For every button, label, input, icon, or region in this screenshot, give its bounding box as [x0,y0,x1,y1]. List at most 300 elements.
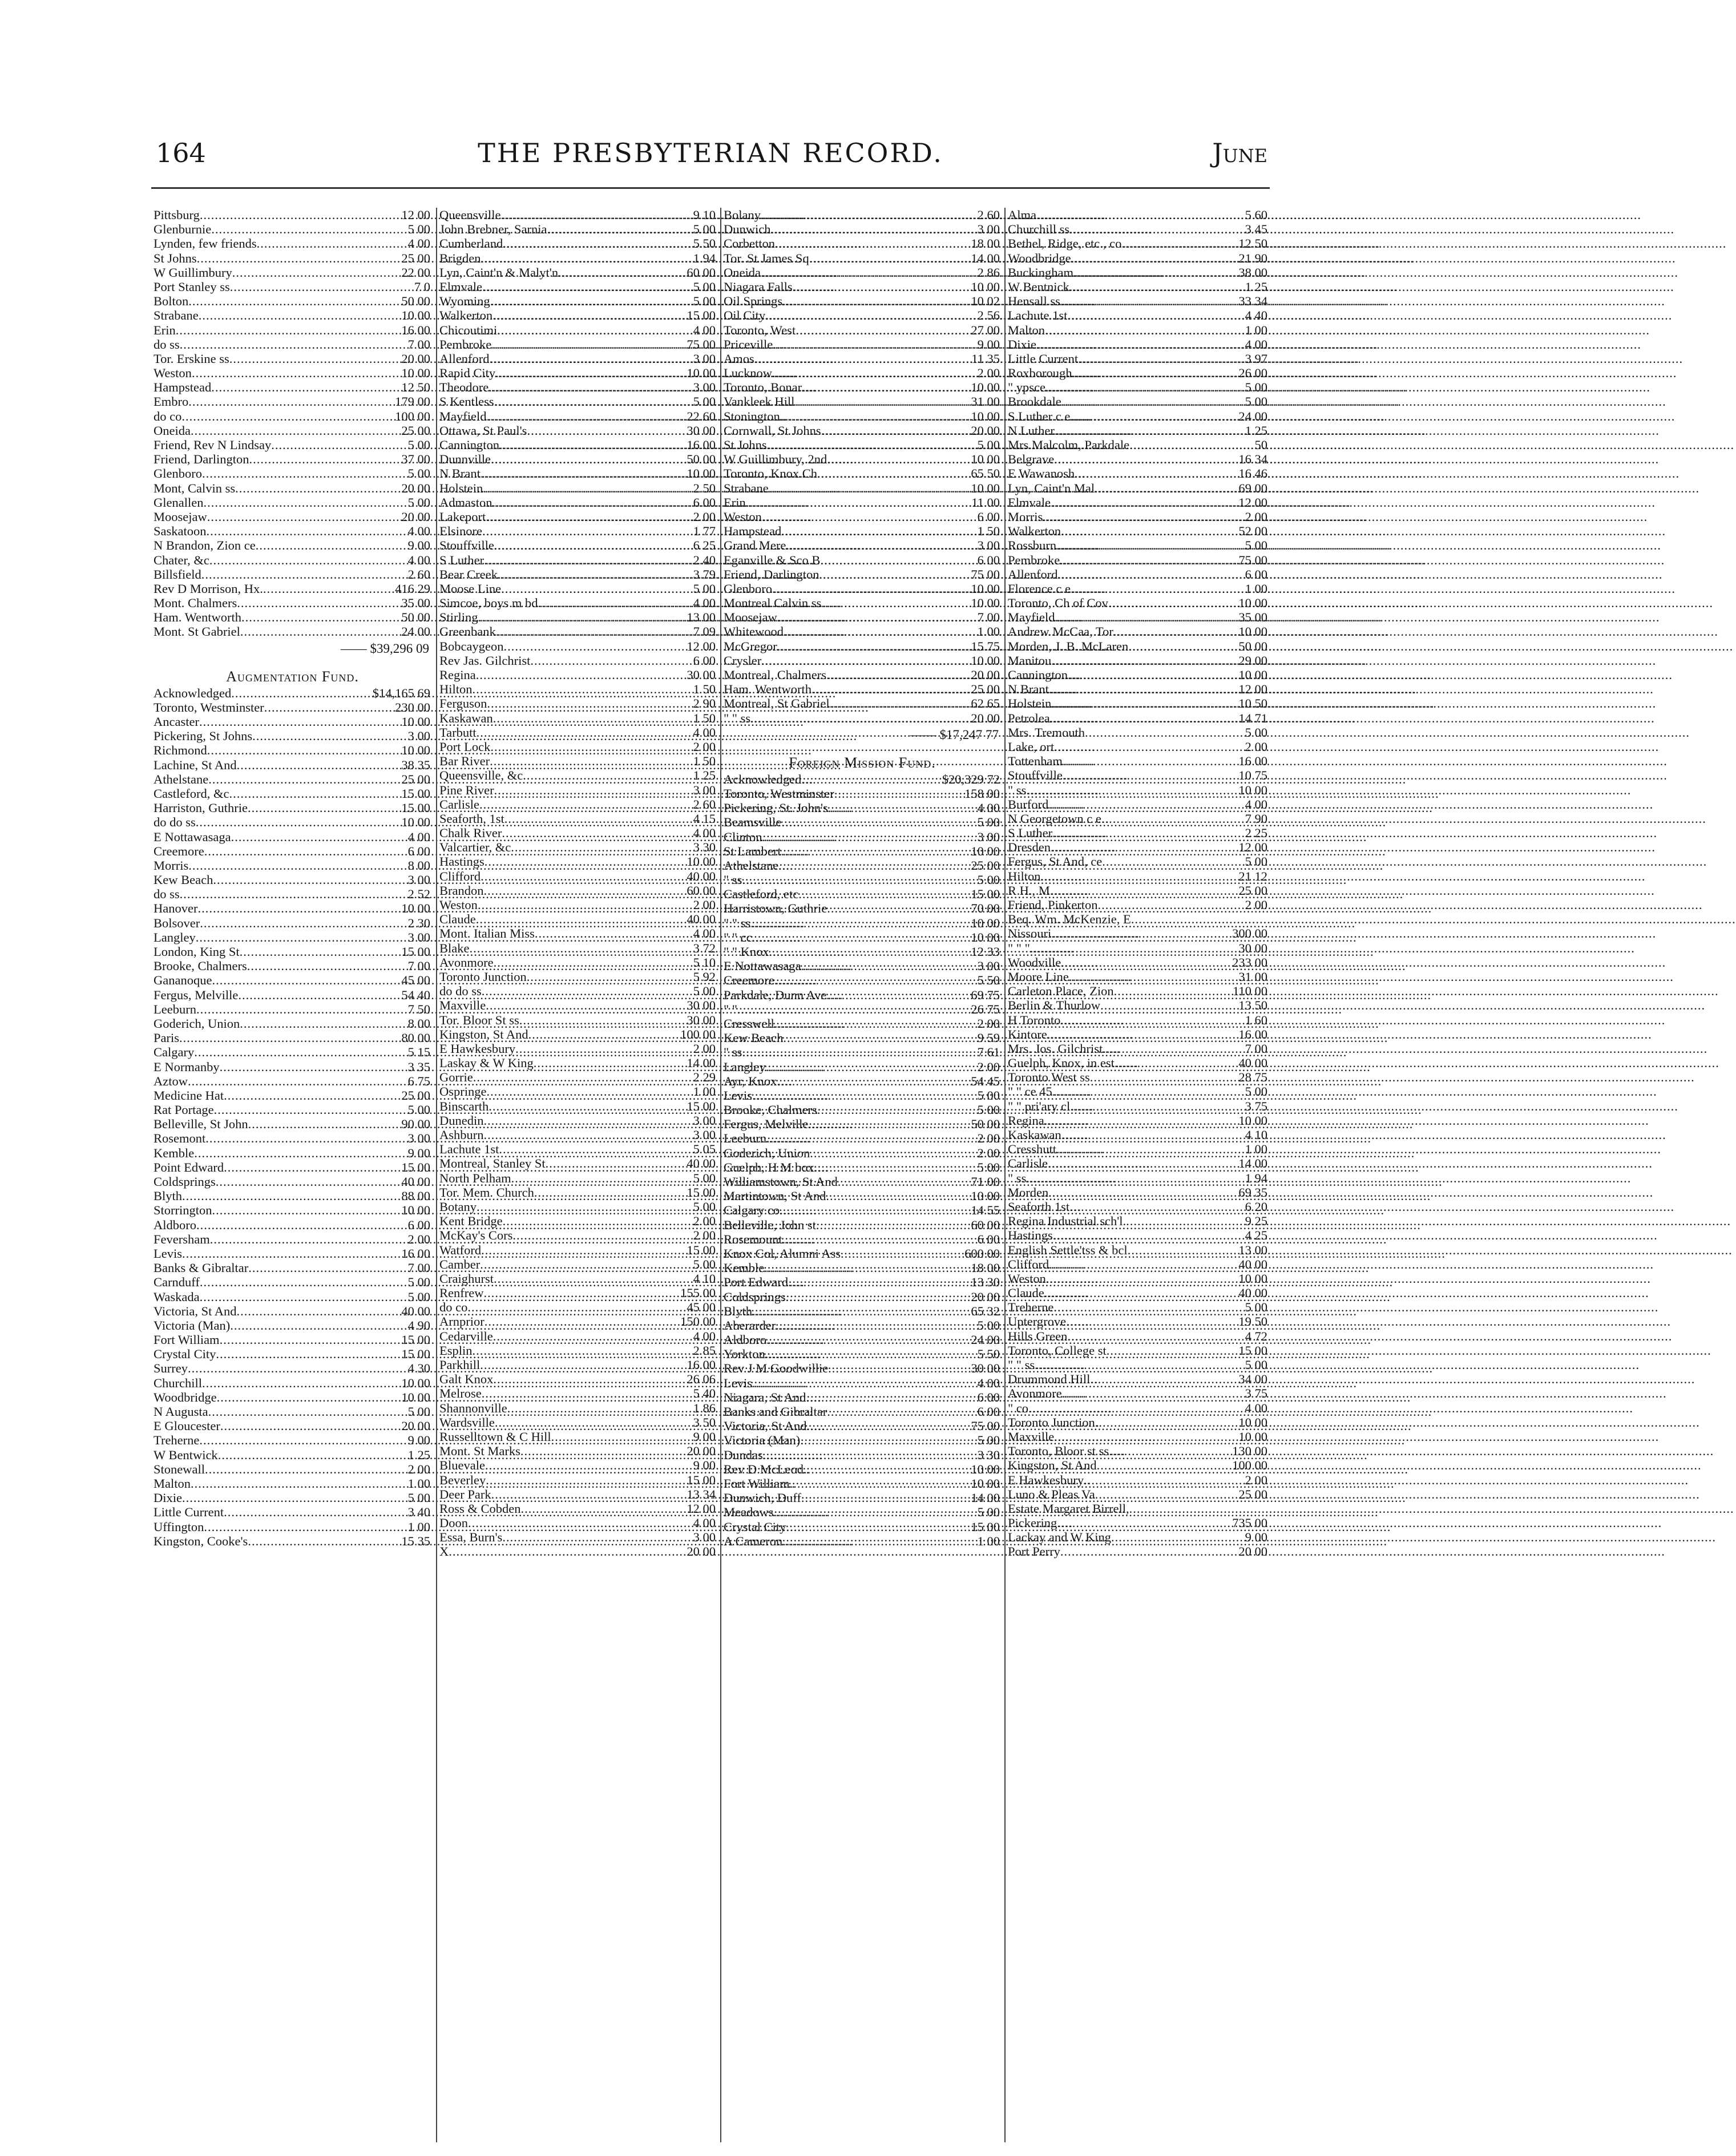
contribution-entry [1006,265,1271,280]
contribution-entry [721,481,1003,495]
contribution-entry [151,1448,434,1462]
contribution-entry [437,1415,719,1430]
dot-leader [781,524,975,538]
congregation-name: Clinton [724,829,762,844]
congregation-name: Dunnville [439,452,491,467]
congregation-name: Aberarder [724,1318,776,1333]
congregation-name: Shannonville [439,1400,507,1415]
amount: 2 00 [977,1016,1000,1031]
amount: 5 00 [693,581,716,596]
amount: 80 00 [401,1031,430,1045]
dot-leader [481,251,692,265]
amount: 7 00 [407,959,430,974]
amount: 2 56 [977,308,1000,323]
congregation-name: Toronto West ss [1008,1070,1090,1085]
dot-leader [1056,1142,1244,1156]
dot-leader [762,510,976,524]
dot-leader [494,955,692,970]
contribution-entry [151,901,434,915]
contribution-entry [437,1358,719,1372]
contribution-entry [721,524,1003,538]
contribution-entry [1006,582,1271,596]
congregation-name: Hampstead [154,380,212,395]
congregation-name: do ss [154,887,180,902]
amount: 9 00 [407,538,430,553]
contribution-entry [151,1088,434,1103]
amount: 14 00 [971,1491,1000,1505]
contribution-entry [1006,1271,1271,1286]
dot-leader [217,1390,400,1404]
amount: 13 34 [687,1487,716,1501]
congregation-name: Drummond Hill [1008,1372,1091,1387]
congregation-name: Bluevale [439,1458,485,1473]
contribution-entry [721,452,1003,466]
contribution-entry [437,1501,719,1516]
dot-leader [199,714,399,729]
contribution-entry [437,1473,719,1487]
contribution-entry [1006,811,1271,826]
dot-leader [211,222,406,236]
dot-leader [519,1013,685,1027]
amount: 14 71 [1238,710,1267,725]
contribution-entry [151,294,434,308]
amount: 2 85 [693,1343,716,1358]
dot-leader [1066,1314,1237,1329]
contribution-entry [151,1060,434,1074]
amount: 4 00 [1245,1400,1267,1415]
congregation-name: Blyth [154,1189,183,1204]
amount: 45 00 [687,1300,716,1315]
congregation-name: Moosejaw [724,610,777,625]
contribution-entry [437,1113,719,1128]
congregation-name: Cresswell [724,1016,774,1031]
contribution-entry [1006,423,1271,438]
congregation-name: Saskatoon [154,524,207,539]
congregation-name: Blake [439,940,470,955]
contribution-entry [721,1218,1003,1232]
amount: 1 00 [1245,1142,1267,1157]
dot-leader [775,236,969,251]
congregation-name: Hilton [439,682,473,697]
amount: 28 75 [1238,1070,1267,1085]
congregation-name: Uffington [154,1519,204,1534]
contribution-entry [437,510,719,524]
congregation-name: Friend, Rev N Lindsay [154,438,272,452]
contribution-entry [721,682,1003,696]
amount: 38 00 [1238,265,1267,280]
dot-leader [547,222,691,236]
congregation-name: Ashburn [439,1128,484,1142]
congregation-name: Rapid City [439,366,496,381]
contribution-entry [1006,1544,1271,1559]
congregation-name: Friend, Darlington [724,567,819,582]
contribution-entry [151,700,434,714]
contribution-entry [1006,912,1271,926]
contribution-entry [1006,1314,1271,1329]
congregation-name: Hilton [1008,869,1041,883]
dot-leader [801,959,976,973]
contribution-entry [151,1002,434,1016]
congregation-name: do co [154,409,182,423]
amount: 150 00 [680,1314,716,1329]
dot-leader [482,280,692,294]
dot-leader [780,409,970,423]
contribution-entry [721,1318,1003,1333]
congregation-name: Holstein [439,481,483,495]
amount: 3 50 [693,1415,716,1430]
contribution-entry [721,352,1003,366]
contribution-entry [151,729,434,743]
dot-leader [1101,811,1244,826]
congregation-name: Guelph, H M box [724,1160,814,1174]
contribution-entry [1006,883,1271,898]
congregation-name: Lachute 1st [1008,308,1068,323]
dot-leader [202,466,406,481]
amount: 50 00 [401,294,430,309]
dot-leader [1098,898,1244,912]
amount: 3 00 [407,873,430,887]
contribution-entry [151,1433,434,1447]
dot-leader [180,887,406,901]
amount: 24 00 [971,1333,1000,1347]
amount: 2 52 [407,887,430,902]
contribution-entry [721,668,1003,682]
amount: 1 25 [1245,423,1267,438]
contribution-entry [437,1286,719,1300]
amount: 3 00 [977,538,1000,553]
contribution-entry [437,251,719,265]
amount: 3 00 [693,1530,716,1545]
dot-leader [480,1358,685,1372]
congregation-name: N Brandon, Zion ce [154,538,256,553]
congregation-name: Oil Springs [724,294,783,309]
congregation-name: Whitewood [724,624,784,639]
dot-leader [218,1448,406,1462]
congregation-name: Harriston, Guthrie [154,801,248,815]
contribution-entry [721,1246,1003,1261]
congregation-name: John Brebner, Sarnia [439,222,547,237]
amount: 16 34 [1238,452,1267,467]
dot-leader [808,1117,969,1131]
fund-heading: Augmentation Fund. [226,668,359,685]
contribution-entry [1006,1228,1271,1242]
dot-leader [773,1505,975,1519]
dot-leader [240,944,400,959]
amount: 37 00 [401,452,430,467]
congregation-name: Morden [1008,1185,1049,1200]
amount: 10 00 [1238,1429,1267,1444]
congregation-name: Carleton Place, Zion [1008,984,1114,999]
amount: 15 00 [1238,1343,1267,1358]
contribution-entry [151,1347,434,1361]
contribution-entry [1006,783,1271,797]
dot-leader [780,1203,969,1217]
contribution-entry [151,452,434,466]
congregation-name: Ross & Cobden [439,1501,521,1516]
dot-leader [207,743,400,757]
dot-leader [1041,869,1237,883]
congregation-name: Dixie [1008,337,1036,352]
contribution-entry [1006,1343,1271,1358]
congregation-name: Billsfield [154,567,201,582]
dot-leader [1026,1171,1243,1185]
amount: 2 00 [1245,898,1267,912]
amount: 5 00 [407,222,430,237]
dot-leader [496,624,692,639]
contribution-entry [151,1074,434,1088]
dot-leader [817,1103,976,1117]
dot-leader [838,1174,970,1189]
congregation-name: Queensville [439,208,501,222]
dot-leader [781,844,970,858]
amount: 1 86 [693,1400,716,1415]
congregation-name: Bobcaygeon [439,639,504,653]
amount: 5 00 [977,1160,1000,1174]
contribution-entry [151,1361,434,1375]
congregation-name: Allenford [1008,567,1058,582]
contribution-entry [151,208,434,222]
congregation-name: Allenford [439,351,490,366]
dot-leader [473,1070,692,1084]
amount: 33 34 [1238,294,1267,309]
dot-leader [1057,1516,1230,1530]
amount: 1 50 [977,524,1000,539]
congregation-name: Churchill ss [1008,222,1070,237]
contribution-entry [721,366,1003,380]
contribution-entry [721,222,1003,236]
contribution-entry [721,873,1003,887]
congregation-name: Glenallen [154,495,204,510]
amount: 60 00 [687,265,716,280]
dot-leader [821,423,970,438]
dot-leader [257,236,406,251]
amount: 25 00 [401,423,430,438]
amount: 5 00 [1245,1084,1267,1099]
dot-leader [197,901,399,915]
contribution-entry [151,466,434,481]
contribution-entry [437,481,719,495]
amount: 40 00 [687,1156,716,1171]
amount: 7 00 [407,337,430,352]
amount: 3 75 [1245,1099,1267,1113]
contribution-entry [1006,394,1271,409]
contribution-entry [721,624,1003,639]
amount: 10 75 [1238,768,1267,783]
amount: 2 00 [407,1461,430,1476]
dot-leader [237,596,399,610]
dot-leader [802,380,969,394]
contribution-entry [437,826,719,840]
amount: 100 00 [1232,1458,1267,1473]
congregation-name: Goderich, Union [154,1016,240,1031]
congregation-name: Knox Col, Alumni Ass [724,1246,841,1261]
amount: 8 00 [407,1016,430,1031]
contribution-entry [151,553,434,567]
amount: 4 00 [693,1329,716,1343]
contribution-entry [437,337,719,352]
contribution-entry [151,524,434,538]
dot-leader [1071,251,1237,265]
dot-leader [1036,337,1244,352]
contribution-entry [437,1142,719,1156]
contribution-entry [437,955,719,970]
dot-leader [203,495,406,510]
congregation-name: Mont, Calvin ss [154,481,236,495]
contribution-entry [437,696,719,710]
congregation-name: Kemble [724,1261,765,1275]
amount: 10 00 [687,854,716,869]
contribution-entry [1006,869,1271,883]
amount: 2 00 [977,1145,1000,1160]
congregation-name: Kingston, Cooke's [154,1533,248,1548]
amount: 25 00 [971,858,1000,873]
contribution-entry [151,1117,434,1131]
amount: 735 00 [1232,1516,1267,1531]
amount: 9 10 [693,208,716,222]
amount: 15 00 [401,1347,430,1362]
amount: 12 33 [971,944,1000,959]
congregation-name: Banks & Gibraltar [154,1261,249,1275]
congregation-name: Claude [439,912,476,927]
amount: 10 00 [401,1203,430,1218]
congregation-name: Toronto, Westminster [724,786,834,801]
dot-leader [490,740,691,754]
congregation-name: Laskay & W King [439,1056,534,1071]
amount: 30 00 [971,1361,1000,1376]
congregation-name: Glenboro [724,581,772,596]
dot-leader [489,352,691,366]
contribution-entry [721,380,1003,394]
amount: 2 00 [1245,509,1267,524]
dot-leader [523,768,691,782]
amount: 15 00 [687,1242,716,1257]
contribution-entry [1006,596,1271,610]
congregation-name: Luno & Pleas Va [1008,1487,1095,1501]
congregation-name: Lake, ort [1008,739,1055,754]
amount: 75 00 [971,1419,1000,1434]
dot-leader [511,840,691,854]
amount: 14 55 [971,1203,1000,1218]
dot-leader [1044,1113,1237,1128]
dot-leader [1108,596,1237,610]
congregation-name: E Nottawasaga [724,959,801,974]
amount: 21 90 [1238,251,1267,265]
contribution-entry [721,1117,1003,1131]
dot-leader [449,1544,685,1559]
congregation-name: Fort William [154,1333,220,1347]
congregation-name: S Luther [1008,826,1053,841]
congregation-name: Goderich, Union [724,1145,810,1160]
dot-leader [208,772,399,786]
congregation-name: Hensall ss [1008,294,1060,309]
congregation-name: Brandon [439,883,484,898]
dot-leader [1026,783,1237,797]
congregation-name: Nissouri [1008,926,1052,941]
amount: 5 50 [977,1347,1000,1362]
dot-leader [249,452,399,466]
congregation-name: Brookdale [1008,394,1061,409]
contribution-entry [151,1031,434,1045]
dot-leader [495,366,685,380]
contribution-entry [437,222,719,236]
amount: 5 00 [977,1505,1000,1520]
dot-leader [176,323,400,337]
dot-leader [1128,1243,1237,1257]
amount: 2 00 [977,1059,1000,1074]
amount: 40 00 [687,869,716,883]
amount: 2 60 [693,797,716,811]
contribution-entry [437,1329,719,1343]
congregation-name: " co [1008,1400,1029,1415]
congregation-name: Lachute 1st [439,1142,499,1157]
dot-leader [231,830,406,844]
dot-leader [809,251,970,265]
dot-leader [467,1300,685,1314]
dot-leader [527,423,685,438]
dot-leader [502,1530,691,1544]
dot-leader [746,495,970,510]
dot-leader [1046,1271,1237,1286]
dot-leader [229,352,400,366]
dot-leader [481,869,685,883]
contribution-entry [1006,1142,1271,1156]
amount: 10 00 [971,1461,1000,1476]
congregation-name: Ham. Wentworth [724,682,812,697]
dot-leader [1048,1185,1237,1200]
contribution-entry [1006,970,1271,984]
amount: 3 40 [407,1505,430,1520]
contribution-entry [151,1275,434,1289]
congregation-name: Lyn, Caint'n & Malyt'n [439,265,559,280]
contribution-entry [151,887,434,901]
congregation-name: Port Edward [724,1275,789,1290]
amount: 5 00 [407,1275,430,1290]
amount: 60 00 [971,1217,1000,1232]
header-rule [151,187,1270,189]
contribution-entry [1006,452,1271,466]
dot-leader [1061,394,1244,409]
amount: 13 00 [687,610,716,625]
dot-leader [786,538,975,552]
amount: 6 00 [1245,567,1267,582]
amount: 7 00 [407,1261,430,1275]
dot-leader [769,944,970,959]
dot-leader [202,1376,399,1390]
dot-leader [482,524,692,538]
amount: 69 35 [1238,1185,1267,1200]
congregation-name: St Lambert [724,843,781,858]
amount: 2 00 [693,1214,716,1229]
dot-leader [1049,1257,1237,1271]
dot-leader [473,682,692,696]
amount: 10 00 [401,714,430,729]
congregation-name: Ayr, Knox [724,1073,777,1088]
congregation-name: Binscarth [439,1099,489,1113]
amount: 25 00 [1238,883,1267,898]
dot-leader [1114,984,1231,998]
congregation-name: St Johns [724,438,767,452]
amount: 5 00 [1245,394,1267,409]
dot-leader [1121,236,1237,251]
amount: 5 00 [977,1433,1000,1448]
dot-leader [1061,524,1237,538]
congregation-name: Regina [1008,1113,1044,1128]
congregation-name: Dunedin [439,1113,484,1128]
congregation-name: Little Current [1008,351,1079,366]
dot-leader [231,686,371,700]
congregation-name: Strabane [154,308,199,323]
contribution-entry [437,1185,719,1200]
